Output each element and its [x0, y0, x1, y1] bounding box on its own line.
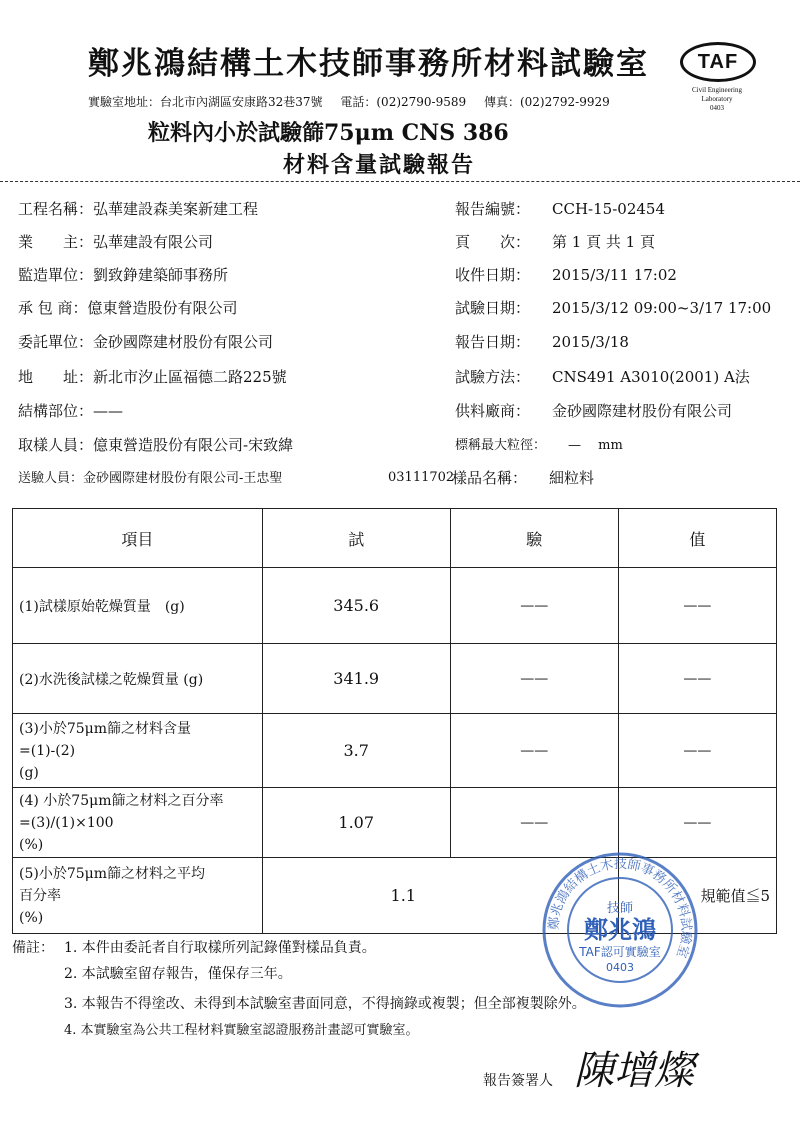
fax: 傳真：(02)2792-9929	[483, 95, 610, 109]
header-test-2: 驗	[450, 509, 618, 568]
info-value: 億東營造股份有限公司	[87, 299, 238, 317]
row-value-2: ——	[450, 714, 618, 788]
header-item: 項目	[13, 509, 263, 568]
taf-logo-caption: Civil Engineering Laboratory 0403	[692, 86, 742, 112]
info-row	[18, 198, 258, 219]
row-item: (1)試樣原始乾燥質量 (g)	[13, 568, 263, 644]
info-label: 標稱最大粒徑：	[455, 438, 547, 453]
header-test-3: 值	[618, 509, 776, 568]
stamp-center-text: 鄭兆鴻	[584, 915, 656, 944]
stamp-top-text: 技師	[606, 901, 634, 916]
row-value-3: ——	[618, 788, 776, 858]
table-row	[13, 788, 777, 858]
info-value: 2015/3/18	[552, 333, 629, 351]
stamp-sub-text: TAF認可實驗室	[579, 945, 661, 959]
info-value: 金砂國際建材股份有限公司	[93, 333, 274, 351]
info-row	[18, 297, 238, 318]
table-header-row	[13, 509, 777, 568]
note-item: 1. 本件由委託者自行取樣所列記錄僅對樣品負責。	[64, 940, 376, 956]
address: 實驗室地址：台北市內湖區安康路32巷37號	[88, 95, 323, 109]
row-value-2: ——	[450, 644, 618, 714]
info-value: 第 1 頁 共 1 頁	[552, 233, 655, 251]
info-value: — mm	[568, 438, 623, 453]
info-value: 2015/3/12 09:00~3/17 17:00	[552, 299, 772, 317]
info-value: 金砂國際建材股份有限公司-王忠聖	[83, 471, 283, 486]
info-label: 監造單位：	[18, 266, 94, 284]
info-row	[455, 264, 677, 285]
info-row	[455, 231, 655, 252]
info-row	[455, 400, 732, 421]
info-row	[455, 297, 771, 318]
info-label: 承 包 商：	[18, 299, 88, 317]
phone: 電話：(02)2790-9589	[340, 95, 467, 109]
info-label: 地 址：	[18, 368, 94, 386]
info-label: 報告日期：	[455, 333, 531, 351]
info-value: 細粒料	[549, 469, 595, 487]
info-label: 試驗方法：	[455, 368, 531, 386]
info-value: CNS491 A3010(2001) A法	[552, 368, 750, 386]
row-item: (4) 小於75μm篩之材料之百分率 =(3)/(1)×100 (%)	[13, 788, 263, 858]
divider	[0, 181, 800, 182]
info-label: 供料廠商：	[455, 402, 531, 420]
info-value: ——	[93, 402, 124, 420]
note-item: 4. 本實驗室為公共工程材料實驗室認證服務計畫認可實驗室。	[64, 1023, 419, 1038]
info-row	[18, 231, 213, 252]
row-value-1: 3.7	[262, 714, 450, 788]
info-label: 取樣人員：	[18, 436, 94, 454]
row-item: (3)小於75μm篩之材料含量 =(1)-(2) (g)	[13, 714, 263, 788]
table-row	[13, 644, 777, 714]
row-value-1: 345.6	[262, 568, 450, 644]
table-row	[13, 714, 777, 788]
table-row	[13, 568, 777, 644]
notes	[12, 937, 792, 1047]
sender-id: 03111702	[388, 470, 455, 485]
row-value-1: 1.07	[262, 788, 450, 858]
signature	[570, 1034, 720, 1104]
info-value: 新北市汐止區福德二路225號	[93, 368, 287, 386]
row-value-2: ——	[450, 568, 618, 644]
average-value: 1.1	[262, 858, 618, 934]
info-value: 金砂國際建材股份有限公司	[552, 402, 733, 420]
signature-text: 陳增燦	[574, 1048, 694, 1094]
test-name: 粒料內小於試驗篩75μm CNS 386	[148, 120, 509, 146]
address-line	[88, 93, 624, 110]
report-title: 材料含量試驗報告	[283, 152, 476, 178]
info-label: 報告編號：	[455, 200, 531, 218]
row-value-3: ——	[618, 714, 776, 788]
info-row	[18, 467, 282, 486]
spec-value: 規範值≦5	[618, 858, 776, 934]
taf-logo	[678, 42, 756, 122]
info-label: 結構部位：	[18, 402, 94, 420]
info-label: 收件日期：	[455, 266, 531, 284]
info-value: 2015/3/11 17:02	[552, 266, 677, 284]
row-value-2: ——	[450, 788, 618, 858]
info-label: 樣品名稱：	[452, 469, 528, 487]
info-row	[18, 366, 287, 387]
stamp-ring-text: 鄭兆鴻結構土木技師事務所材料試驗室	[546, 856, 694, 960]
info-label: 委託單位：	[18, 333, 94, 351]
stamp-code-text: 0403	[606, 961, 634, 974]
taf-logo-oval: TAF	[680, 42, 756, 82]
row-value-3: ——	[618, 568, 776, 644]
info-value: 弘華建設有限公司	[93, 233, 214, 251]
info-value: CCH-15-02454	[552, 200, 665, 218]
info-label: 業 主：	[18, 233, 94, 251]
info-label: 工程名稱：	[18, 200, 94, 218]
info-value: 億東營造股份有限公司-宋致緯	[93, 436, 294, 454]
info-row	[455, 198, 665, 219]
row-value-1: 341.9	[262, 644, 450, 714]
note-item: 2. 本試驗室留存報告，僅保存三年。	[64, 966, 292, 982]
info-row	[452, 467, 594, 488]
signer-label: 報告簽署人	[483, 1073, 553, 1089]
info-row	[18, 400, 123, 421]
notes-prefix: 備註：	[12, 940, 54, 956]
info-row	[18, 264, 228, 285]
row-item: (2)水洗後試樣之乾燥質量 (g)	[13, 644, 263, 714]
info-label: 送驗人員：	[18, 471, 84, 486]
note-item: 3. 本報告不得塗改、未得到本試驗室書面同意，不得摘錄或複製；但全部複製除外。	[64, 996, 586, 1012]
info-row	[455, 366, 750, 387]
info-value: 弘華建設森美案新建工程	[93, 200, 259, 218]
lab-name: 鄭兆鴻結構土木技師事務所材料試驗室	[88, 46, 649, 82]
info-value: 劉致錚建築師事務所	[93, 266, 229, 284]
info-label: 頁 次：	[455, 233, 531, 251]
info-label: 試驗日期：	[455, 299, 531, 317]
row-item: (5)小於75μm篩之材料之平均 百分率 (%)	[13, 858, 263, 934]
info-row	[18, 331, 273, 352]
info-row	[455, 434, 623, 453]
info-row	[18, 434, 293, 455]
header-test-1: 試	[262, 509, 450, 568]
info-row	[455, 331, 629, 352]
row-value-3: ——	[618, 644, 776, 714]
